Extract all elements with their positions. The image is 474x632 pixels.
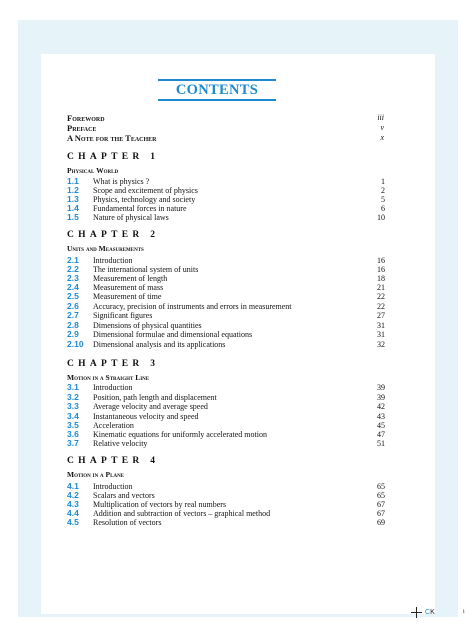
chapter-1-heading: CHAPTER 1 bbox=[67, 152, 160, 162]
toc-row: 1.4 Fundamental forces in nature 6 bbox=[67, 203, 385, 213]
toc-row: 3.2 Position, path length and displacement 39 bbox=[67, 392, 385, 402]
chapter-2-heading: CHAPTER 2 bbox=[67, 230, 160, 240]
chapter-3-heading: CHAPTER 3 bbox=[67, 359, 160, 369]
toc-row: 2.8 Dimensions of physical quantities 31 bbox=[67, 320, 385, 330]
toc-row: 2.5 Measurement of time 22 bbox=[67, 291, 385, 301]
toc-row: 2.9 Dimensional formulae and dimensional equations 31 bbox=[67, 329, 385, 339]
toc-row: 3.6 Kinematic equations for uniformly accelerated motion 47 bbox=[67, 429, 385, 439]
chapter-4-heading: CHAPTER 4 bbox=[67, 456, 160, 466]
toc-row: 3.5 Acceleration 45 bbox=[67, 420, 385, 430]
front-matter-foreword: Foreword bbox=[67, 113, 105, 123]
toc-row: 4.2 Scalars and vectors 65 bbox=[67, 490, 385, 500]
toc-row: 4.1 Introduction 65 bbox=[67, 481, 385, 491]
heading-rule-bottom bbox=[158, 99, 276, 101]
toc-row: 4.5 Resolution of vectors 69 bbox=[67, 517, 385, 527]
toc-row: 3.4 Instantaneous velocity and speed 43 bbox=[67, 411, 385, 421]
toc-row: 2.10 Dimensional analysis and its applications 32 bbox=[67, 339, 385, 349]
print-color-mark: CK bbox=[425, 609, 435, 616]
toc-row: 2.1 Introduction 16 bbox=[67, 255, 385, 265]
front-matter-foreword-page: iii bbox=[377, 113, 384, 122]
page-number: i bbox=[463, 609, 465, 615]
toc-row: 1.5 Nature of physical laws 10 bbox=[67, 212, 385, 222]
toc-row: 1.3 Physics, technology and society 5 bbox=[67, 194, 385, 204]
toc-row: 4.4 Addition and subtraction of vectors – graphical method 67 bbox=[67, 508, 385, 518]
toc-row: 2.7 Significant figures 27 bbox=[67, 310, 385, 320]
front-matter-note: A Note for the Teacher bbox=[67, 133, 157, 143]
toc-row: 2.2 The international system of units 16 bbox=[67, 264, 385, 274]
registration-mark-icon bbox=[411, 607, 422, 618]
chapter-4-title: Motion in a Plane bbox=[67, 470, 125, 479]
toc-row: 3.3 Average velocity and average speed 42 bbox=[67, 401, 385, 411]
contents-heading bbox=[158, 79, 276, 101]
front-matter-preface: Preface bbox=[67, 123, 97, 133]
front-matter-preface-page: v bbox=[380, 123, 384, 132]
toc-row: 4.3 Multiplication of vectors by real numbers 67 bbox=[67, 499, 385, 509]
front-matter-note-page: x bbox=[380, 133, 384, 142]
toc-row: 3.1 Introduction 39 bbox=[67, 382, 385, 392]
toc-row: 2.6 Accuracy, precision of instruments and errors in measurement 22 bbox=[67, 301, 385, 311]
toc-row: 2.3 Measurement of length 18 bbox=[67, 273, 385, 283]
chapter-2-title: Units and Measurements bbox=[67, 244, 144, 253]
toc-row: 1.1 What is physics ? 1 bbox=[67, 176, 385, 186]
toc-row: 2.4 Measurement of mass 21 bbox=[67, 282, 385, 292]
toc-row: 1.2 Scope and excitement of physics 2 bbox=[67, 185, 385, 195]
chapter-3-title: Motion in a Straight Line bbox=[67, 373, 150, 382]
chapter-1-title: Physical World bbox=[67, 166, 119, 175]
toc-row: 3.7 Relative velocity 51 bbox=[67, 438, 385, 448]
page-title: CONTENTS bbox=[175, 82, 259, 98]
